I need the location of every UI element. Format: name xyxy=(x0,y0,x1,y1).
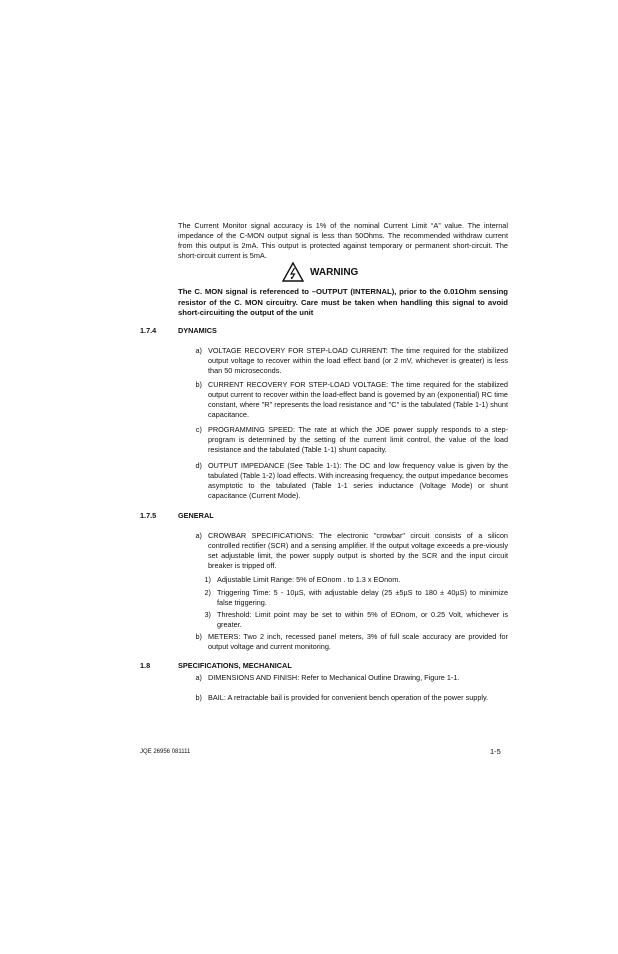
list-item-text: CURRENT RECOVERY FOR STEP-LOAD VOLTAGE: The time required for the stabilized output current to recover within the load-effect band is governed by an (exponential) RC time constant, where "R" represents the load resistance and "C" is the tabulated (Table 1-1) shunt capacitance. xyxy=(208,380,508,419)
warning-label: WARNING xyxy=(310,266,359,278)
section-number-mechanical: 1.8 xyxy=(140,661,151,670)
section-title-general: GENERAL xyxy=(178,511,214,520)
footer-doc-id: JQE 26956 081111 xyxy=(140,749,191,755)
section-number-general: 1.7.5 xyxy=(140,511,157,520)
intro-paragraph: The Current Monitor signal accuracy is 1% of the nominal Current Limit “A” value. The internal impedance of the C-MON output signal is less than 50Ohms. The recommended withdraw current from this output is 2mA. This output is protected against temporary or permanent short-circuit. The short-circuit current is 5mA. xyxy=(178,221,508,260)
list-item-text: VOLTAGE RECOVERY FOR STEP-LOAD CURRENT: The time required for the stabilized output voltage to recover within the load effect band (or 2 mV, whichever is greater) is less than 50 microseconds. xyxy=(208,346,508,375)
sub-list-item-text: Adjustable Limit Range: 5% of EOnom . to 1.3 x EOnom. xyxy=(217,575,401,584)
list-item-text: BAIL: A retractable bail is provided for convenient bench operation of the power supply. xyxy=(208,693,489,702)
list-item-text: OUTPUT IMPEDANCE (See Table 1-1): The DC and low frequency value is given by the tabulated (Table 1-2) load effects. With increasing frequency, the output impedance becomes asymptotic to the tabulated (Table 1-1 series inductance (Voltage Mode) or shunt capacitance (Current Mode). xyxy=(208,461,508,500)
list-item-label: c) xyxy=(195,425,202,434)
sub-list-item-label: 2) xyxy=(204,588,211,597)
list-item-label: a) xyxy=(195,531,202,540)
sub-list-item-text: Threshold: Limit point may be set to within 5% of EOnom, or 0.25 Volt, whichever is greater. xyxy=(217,610,508,629)
electrical-hazard-icon xyxy=(282,262,304,282)
section-number-dynamics: 1.7.4 xyxy=(140,326,157,335)
sub-list-item-text: Triggering Time: 5 - 10µS, with adjustable delay (25 ±5µS to 180 ± 40µS) to minimize false triggering. xyxy=(217,588,508,607)
sub-list-item-label: 3) xyxy=(204,610,211,619)
section-title-dynamics: DYNAMICS xyxy=(178,326,217,335)
list-item-label: b) xyxy=(195,632,202,641)
warning-text: The C. MON signal is referenced to –OUTPUT (INTERNAL), prior to the 0.01Ohm sensing resistor of the C. MON circuitry. Care must be taken when handling this signal to avoid short-circuiting the output of the unit xyxy=(178,287,508,317)
list-item-label: b) xyxy=(195,693,202,702)
list-item-text: CROWBAR SPECIFICATIONS: The electronic "crowbar" circuit consists of a silicon controlled rectifier (SCR) and a sensing amplifier. If the output voltage exceeds a pre-viously set adjustable limit, the power supply output is shorted by the SCR and the input circuit breaker is tripped off. xyxy=(208,531,508,570)
list-item-text: DIMENSIONS AND FINISH: Refer to Mechanical Outline Drawing, Figure 1-1. xyxy=(208,673,460,682)
list-item-label: a) xyxy=(195,346,202,355)
list-item-label: b) xyxy=(195,380,202,389)
list-item-text: METERS: Two 2 inch, recessed panel meters, 3% of full scale accuracy are provided for output voltage and current monitoring. xyxy=(208,632,508,651)
list-item-label: d) xyxy=(195,461,202,470)
warning-heading xyxy=(282,262,358,282)
list-item-text: PROGRAMMING SPEED: The rate at which the JOE power supply responds to a step-program is determined by the setting of the current limit control, the value of the load resistance and the tabulated (Table 1-1) shunt capacity. xyxy=(208,425,508,454)
list-item-label: a) xyxy=(195,673,202,682)
sub-list-item-label: 1) xyxy=(204,575,211,584)
footer-page-number: 1-5 xyxy=(490,747,501,756)
section-title-mechanical: SPECIFICATIONS, MECHANICAL xyxy=(178,661,292,670)
